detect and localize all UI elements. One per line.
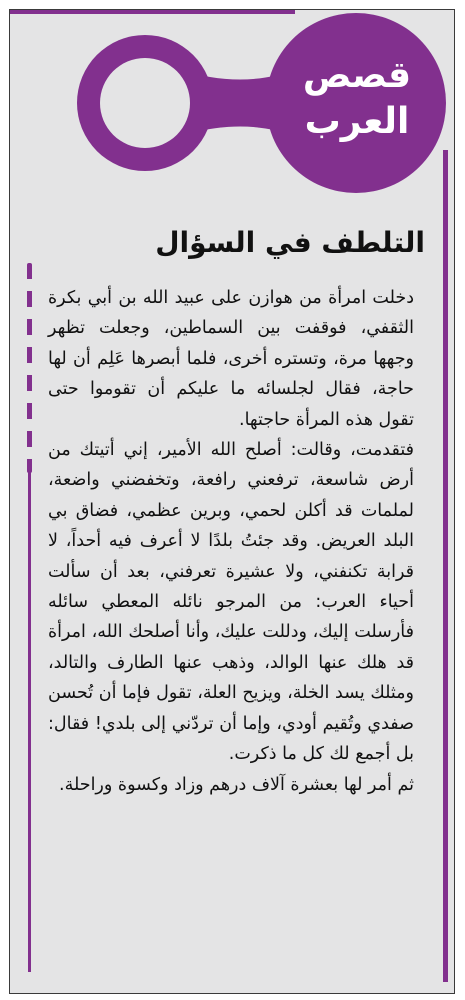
left-dashed-accent-rule bbox=[27, 263, 32, 473]
article-paragraph: ثم أمر لها بعشرة آلاف درهم وزاد وكسوة وراحلة. bbox=[59, 774, 414, 795]
article-headline: التلطف في السؤال bbox=[155, 226, 425, 259]
left-accent-rule bbox=[28, 472, 31, 972]
logo-small-circle-hole bbox=[100, 58, 190, 148]
article-paragraph: دخلت امرأة من هوازن على عبيد الله بن أبي بكرة الثقفي، فوقفت بين السماطين، وجعلت تظهر وجهها مرة، وتستره أخرى، فلما أبصرها عَلِم أن لها حاجة، فقال لجلسائه ما عليكم أن تقوموا حتى تقول هذه المرأة حاجتها. bbox=[48, 288, 414, 430]
article-body bbox=[48, 283, 414, 800]
brand-logo-text bbox=[293, 53, 421, 145]
article-paragraph: فتقدمت، وقالت: أصلح الله الأمير، إني أتيتك من أرض شاسعة، ترفعني رافعة، وتخفضني واضعة، لملمات قد أكلن لحمي، وبرين عظمي، فضاق بي البلد العريض. وقد جئتُ بلدًا لا أعرف فيه أحداً، لا قرابة تكنفني، ولا عشيرة تعرفني، بعد أن سألت أحياء العرب: من المرجو نائله المعطي سائله فأرسلت إليك، ودللت عليك، وأنا أصلحك الله، امرأة قد هلك عنها الوالد، وذهب عنها الطارف والتالد، ومثلك يسد الخلة، ويزيح العلة، تقول فإما أن تُحسن صفدي وتُقيم أودي، وإما أن تردّني إلى بلدي! فقال: بل أجمع لك كل ما ذكرت. bbox=[48, 440, 414, 765]
logo-line-1: قصص bbox=[302, 55, 412, 96]
logo-line-2: العرب bbox=[304, 101, 410, 142]
right-accent-rule bbox=[443, 150, 448, 982]
